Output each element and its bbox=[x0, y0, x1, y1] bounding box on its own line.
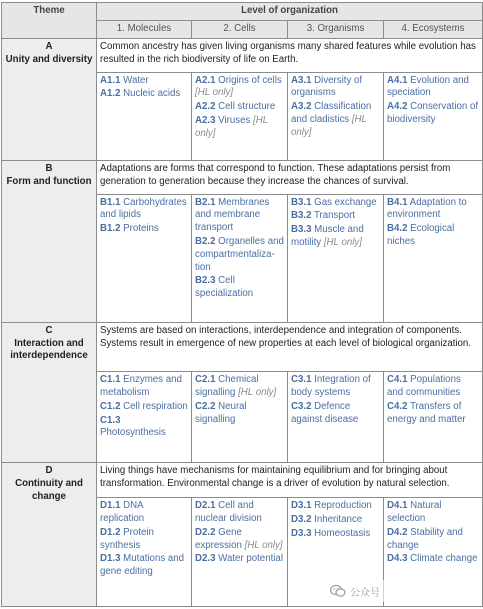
theme-cell bbox=[2, 463, 97, 607]
topic-item bbox=[291, 197, 380, 210]
topic-item bbox=[387, 75, 479, 101]
theme-description: Adaptations are forms that correspond to function. These adaptations persist from generation to generation because they increase the chances of survival. bbox=[97, 160, 483, 194]
topic-code: B2.2 bbox=[195, 236, 216, 248]
topic-code: C4.2 bbox=[387, 400, 408, 412]
topic-code: D4.2 bbox=[387, 526, 408, 538]
topic-code: D3.3 bbox=[291, 527, 312, 539]
topics-cell bbox=[192, 372, 288, 463]
topics-cell bbox=[384, 72, 483, 160]
topic-title: Reproduction bbox=[314, 500, 372, 512]
topic-item bbox=[291, 500, 380, 513]
topic-item bbox=[100, 500, 188, 526]
topic-code: B3.2 bbox=[291, 210, 312, 222]
topics-cell bbox=[97, 498, 192, 607]
topic-code: C1.3 bbox=[100, 414, 121, 426]
topic-title: Neural signalling bbox=[195, 400, 247, 425]
topic-title: Proteins bbox=[123, 223, 159, 235]
topic-item bbox=[195, 101, 284, 114]
topic-item bbox=[291, 75, 380, 101]
theme-name: Continuity and change bbox=[15, 478, 83, 502]
topic-item bbox=[195, 500, 284, 526]
topic-item bbox=[195, 236, 284, 274]
topic-item bbox=[100, 553, 188, 579]
theme-letter: A bbox=[45, 40, 53, 52]
topic-code: D1.1 bbox=[100, 500, 121, 512]
topic-title: Organelles and compartmentaliza-tion bbox=[195, 236, 284, 273]
topic-code: D1.2 bbox=[100, 526, 121, 538]
topic-title: Viruses bbox=[218, 115, 251, 127]
topic-code: C4.1 bbox=[387, 374, 408, 386]
topic-item bbox=[291, 224, 380, 250]
topic-code: B3.1 bbox=[291, 196, 312, 208]
topic-item bbox=[195, 275, 284, 301]
topic-title: Water bbox=[123, 74, 149, 86]
topic-code: B2.1 bbox=[195, 196, 216, 208]
topic-title: Gene expression bbox=[195, 526, 242, 551]
topic-item bbox=[291, 401, 380, 427]
topic-code: A1.2 bbox=[100, 88, 121, 100]
topic-code: D2.2 bbox=[195, 526, 216, 538]
topic-code: B3.3 bbox=[291, 224, 312, 236]
topic-code: D4.3 bbox=[387, 553, 408, 565]
topic-title: Photosynthesis bbox=[100, 427, 166, 439]
topic-code: C3.1 bbox=[291, 374, 312, 386]
topic-item bbox=[387, 553, 479, 566]
column-header-cells: 2. Cells bbox=[192, 21, 288, 39]
topic-code: C3.2 bbox=[291, 400, 312, 412]
topics-cell bbox=[288, 72, 384, 160]
topic-item bbox=[195, 197, 284, 235]
theme-description-row bbox=[2, 38, 483, 72]
topics-cell bbox=[192, 498, 288, 607]
theme-cell bbox=[2, 160, 97, 322]
topics-cell bbox=[384, 372, 483, 463]
topic-title: Chemical signalling bbox=[195, 374, 259, 398]
topic-item bbox=[387, 527, 479, 553]
topic-title: DNA replication bbox=[100, 500, 145, 525]
topic-code: A2.2 bbox=[195, 101, 216, 113]
topics-cell bbox=[97, 372, 192, 463]
topics-cell bbox=[97, 194, 192, 322]
theme-cell bbox=[2, 38, 97, 160]
theme-description: Living things have mechanisms for maintaining equilibrium and for bringing about transformation. Environmental change is a driver of evolution by natural selection. bbox=[97, 463, 483, 498]
topic-item bbox=[387, 223, 479, 249]
topic-item bbox=[387, 197, 479, 223]
topic-title: Populations and communities bbox=[387, 374, 461, 398]
theme-cell bbox=[2, 322, 97, 463]
topic-code: C1.2 bbox=[100, 400, 121, 412]
topic-code: B4.1 bbox=[387, 196, 408, 208]
topic-item bbox=[195, 374, 284, 400]
topic-title: Protein synthesis bbox=[100, 526, 154, 551]
topics-cell bbox=[192, 72, 288, 160]
topic-code: A2.3 bbox=[195, 115, 216, 127]
topic-title: Gas exchange bbox=[314, 196, 377, 208]
topic-item bbox=[387, 500, 479, 526]
topic-code: D2.1 bbox=[195, 500, 216, 512]
topic-item bbox=[195, 401, 284, 427]
theme-name: Form and function bbox=[6, 175, 92, 187]
topic-title: Cell and nuclear division bbox=[195, 500, 262, 525]
topic-title: Integration of body systems bbox=[291, 374, 371, 398]
topic-title: Muscle and motility bbox=[291, 224, 364, 249]
column-header-molecules: 1. Molecules bbox=[97, 21, 192, 39]
topic-title: Transport bbox=[314, 210, 356, 222]
topic-code: B1.1 bbox=[100, 196, 121, 208]
topic-code: A2.1 bbox=[195, 74, 216, 86]
topic-title: Stability and change bbox=[387, 526, 463, 551]
level-header: Level of organization bbox=[97, 3, 483, 21]
topic-title: Origins of cells bbox=[218, 74, 282, 86]
topic-item bbox=[291, 210, 380, 223]
theme-description: Systems are based on interactions, interdependence and integration of components. Systems result in emergence of new properties at each level of biological organization. bbox=[97, 322, 483, 371]
topics-cell bbox=[288, 194, 384, 322]
organization-table bbox=[1, 2, 483, 607]
topic-code: A3.2 bbox=[291, 101, 312, 113]
topic-item bbox=[100, 415, 188, 441]
topic-note: [HL only] bbox=[291, 114, 367, 138]
topic-item bbox=[291, 374, 380, 400]
column-header-organisms: 3. Organisms bbox=[288, 21, 384, 39]
topic-title: Membranes and membrane transport bbox=[195, 196, 270, 234]
topic-note: [HL only] bbox=[244, 539, 283, 551]
topics-cell bbox=[192, 194, 288, 322]
topic-note: [HL only] bbox=[195, 115, 268, 139]
topics-cell bbox=[384, 194, 483, 322]
topic-title: Classification and cladistics bbox=[291, 101, 372, 126]
topic-code: C2.2 bbox=[195, 400, 216, 412]
topic-code: B4.2 bbox=[387, 223, 408, 235]
topic-code: C2.1 bbox=[195, 374, 216, 386]
topic-item bbox=[291, 514, 380, 527]
topics-cell bbox=[97, 72, 192, 160]
topic-title: Cell specialization bbox=[195, 275, 254, 300]
topic-title: Inheritance bbox=[314, 514, 363, 526]
watermark-text: 公众号 bbox=[350, 587, 380, 599]
topic-note: [HL only] bbox=[238, 386, 277, 398]
topic-note: [HL only] bbox=[323, 237, 362, 249]
theme-letter: C bbox=[45, 324, 53, 336]
topic-title: Diversity of organisms bbox=[291, 74, 363, 99]
theme-description-row bbox=[2, 160, 483, 194]
topic-code: A4.1 bbox=[387, 74, 408, 86]
topic-item bbox=[291, 101, 380, 139]
topic-title: Climate change bbox=[410, 553, 478, 565]
theme-name: Interaction and interdependence bbox=[10, 337, 88, 362]
theme-letter: B bbox=[45, 162, 53, 174]
topic-item bbox=[291, 528, 380, 541]
topic-title: Adaptation to environment bbox=[387, 196, 467, 221]
topic-title: Mutations and gene editing bbox=[100, 553, 185, 578]
theme-description-row bbox=[2, 463, 483, 498]
watermark bbox=[330, 580, 440, 602]
topic-title: Water potential bbox=[218, 553, 283, 565]
topic-item bbox=[195, 553, 284, 566]
topic-code: A3.1 bbox=[291, 74, 312, 86]
topic-code: A1.1 bbox=[100, 74, 121, 86]
wechat-channel-icon bbox=[330, 584, 346, 598]
theme-letter: D bbox=[45, 465, 53, 477]
topic-title: Enzymes and metabolism bbox=[100, 374, 182, 398]
topic-item bbox=[387, 374, 479, 400]
topic-item bbox=[195, 527, 284, 553]
column-header-ecosystems: 4. Ecosystems bbox=[384, 21, 483, 39]
topic-title: Nucleic acids bbox=[123, 88, 181, 100]
topic-title: Evolution and speciation bbox=[387, 74, 469, 99]
topic-code: B2.3 bbox=[195, 275, 216, 287]
topic-item bbox=[387, 101, 479, 127]
topic-code: B1.2 bbox=[100, 223, 121, 235]
topic-code: C1.1 bbox=[100, 374, 121, 386]
topic-item bbox=[195, 115, 284, 141]
topic-title: Cell respiration bbox=[123, 400, 188, 412]
topic-code: D3.1 bbox=[291, 500, 312, 512]
topic-code: D3.2 bbox=[291, 514, 312, 526]
topic-item bbox=[100, 374, 188, 400]
topic-title: Conservation of biodiversity bbox=[387, 101, 479, 126]
theme-header: Theme bbox=[2, 3, 97, 39]
topic-title: Ecological niches bbox=[387, 223, 455, 248]
topic-item bbox=[100, 401, 188, 414]
topics-cell bbox=[288, 372, 384, 463]
topic-item bbox=[100, 88, 188, 101]
topic-code: A4.2 bbox=[387, 101, 408, 113]
topic-title: Homeostasis bbox=[314, 527, 371, 539]
theme-description: Common ancestry has given living organisms many shared features while evolution has resulted in the rich biodiversity of life on Earth. bbox=[97, 38, 483, 72]
theme-name: Unity and diversity bbox=[5, 53, 93, 65]
topic-title: Cell structure bbox=[218, 101, 276, 113]
topic-code: D2.3 bbox=[195, 553, 216, 565]
topic-item bbox=[100, 223, 188, 236]
topic-item bbox=[195, 75, 284, 101]
topic-title: Transfers of energy and matter bbox=[387, 400, 466, 425]
topic-item bbox=[100, 197, 188, 223]
topic-note: [HL only] bbox=[195, 87, 234, 99]
topic-code: D1.3 bbox=[100, 553, 121, 565]
topic-item bbox=[387, 401, 479, 427]
topic-item bbox=[100, 527, 188, 553]
topic-title: Carbohydrates and lipids bbox=[100, 196, 187, 221]
topic-title: Natural selection bbox=[387, 500, 442, 525]
topic-code: D4.1 bbox=[387, 500, 408, 512]
topic-title: Defence against disease bbox=[291, 400, 359, 425]
theme-description-row bbox=[2, 322, 483, 371]
topic-item bbox=[100, 75, 188, 88]
